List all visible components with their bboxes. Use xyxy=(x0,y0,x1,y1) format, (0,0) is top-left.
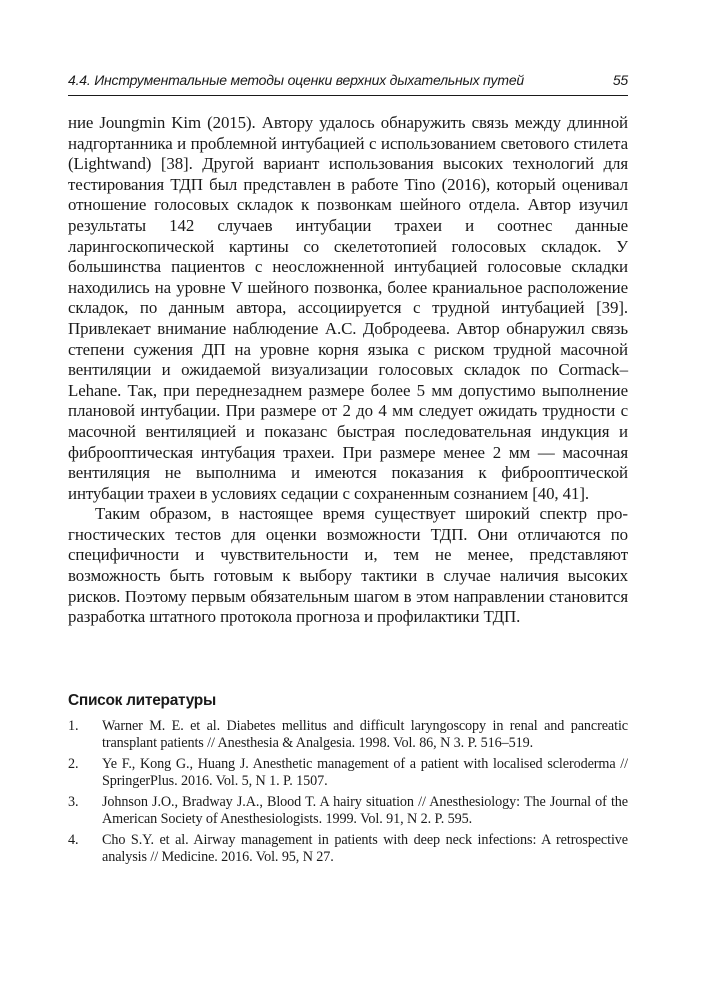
reference-text: Ye F., Kong G., Huang J. Anesthetic management of a patient with localised scleroderma // SpringerPlus. 2016. Vol. 5, N 1. P. 1507. xyxy=(102,755,628,790)
reference-text: Cho S.Y. et al. Airway management in patients with deep neck infections: A retrospective analysis // Medicine. 2016. Vol. 95, N 27. xyxy=(102,831,628,865)
body-text xyxy=(68,113,628,628)
header-rule xyxy=(68,95,628,96)
reference-text: Warner M. E. et al. Diabetes mellitus and difficult laryngoscopy in renal and pancreatic transplant patients // Anesthesia & Analgesia. 1998. Vol. 86, N 3. P. 516–519. xyxy=(102,718,628,752)
reference-text: Johnson J.O., Bradway J.A., Blood T. A hairy situation // Anesthesiology: The Journal of the American Society of Anesthesiologists. 1999. Vol. 91, N 2. P. 595. xyxy=(102,793,628,828)
reference-number: 3. xyxy=(68,793,79,810)
reference-item xyxy=(68,718,628,752)
reference-number: 1. xyxy=(68,718,79,734)
chapter-title: 4.4. Инструментальные методы оценки верхних дыхательных путей xyxy=(68,72,524,88)
reference-number: 4. xyxy=(68,831,79,848)
references-heading: Список литературы xyxy=(68,692,216,709)
paragraph-continued: ние Joungmin Kim (2015). Автору удалось обнаружить связь между длинной надгортанника и проблемной интубацией с использованием светового стилета (Lightwand) [38]. Другой вариант использования высоких технологий для тестирования ТДП был представлен в работе Tino (2016), который оценивал отношение голосовых складок к позвонкам шейного отдела. Автор изучил результаты 142 случаев интубации трахеи и соотнес данные ларингоскопической картины со скелетотопией голосовых складок. У большинства пациентов с неосложненной интубацией голосовые складки находились на уровне V шейного позвонка, более краниальное расположение складок, по данным автора, ассоциируется с трудной интубацией [39]. Привлекает внимание наблюдение А.С. Добродеева. Автор обнаружил связь степени сужения ДП на уровне корня языка с риском трудной масочной вентиляции и ожидаемой визуализации голосовых складок по Cormack–Lehane. Так, при переднезаднем размере более 5 мм допустимо выполнение плановой интубации. При размере от 2 до 4 мм следует ожидать трудности с масочной вентиляцией и показанс быстрая последовательная индукция и фиброоптическая интубация трахеи. При размере менее 2 мм — масочная вентиляция не выполнима и имеются показания к фиброоптической интубации трахеи в условиях седации с сохраненным сознанием [40, 41]. xyxy=(68,113,628,503)
reference-number: 2. xyxy=(68,755,79,772)
reference-item xyxy=(68,756,628,790)
reference-item xyxy=(68,832,628,866)
running-head xyxy=(68,72,628,88)
references-list xyxy=(68,718,628,870)
page-number: 55 xyxy=(612,72,628,88)
paragraph-conclusion: Таким образом, в настоящее время существует широкий спектр прогностических тестов для оценки возможности ТДП. Они отличаются по специфичности и чувствительности и, тем не менее, представляют возможность быть готовым к выбору тактики в случае наличия высоких рисков. Поэтому первым обязательным шагом в этом направлении становится разработка штатного протокола прогноза и профилактики ТДП. xyxy=(68,504,628,627)
reference-item xyxy=(68,794,628,828)
